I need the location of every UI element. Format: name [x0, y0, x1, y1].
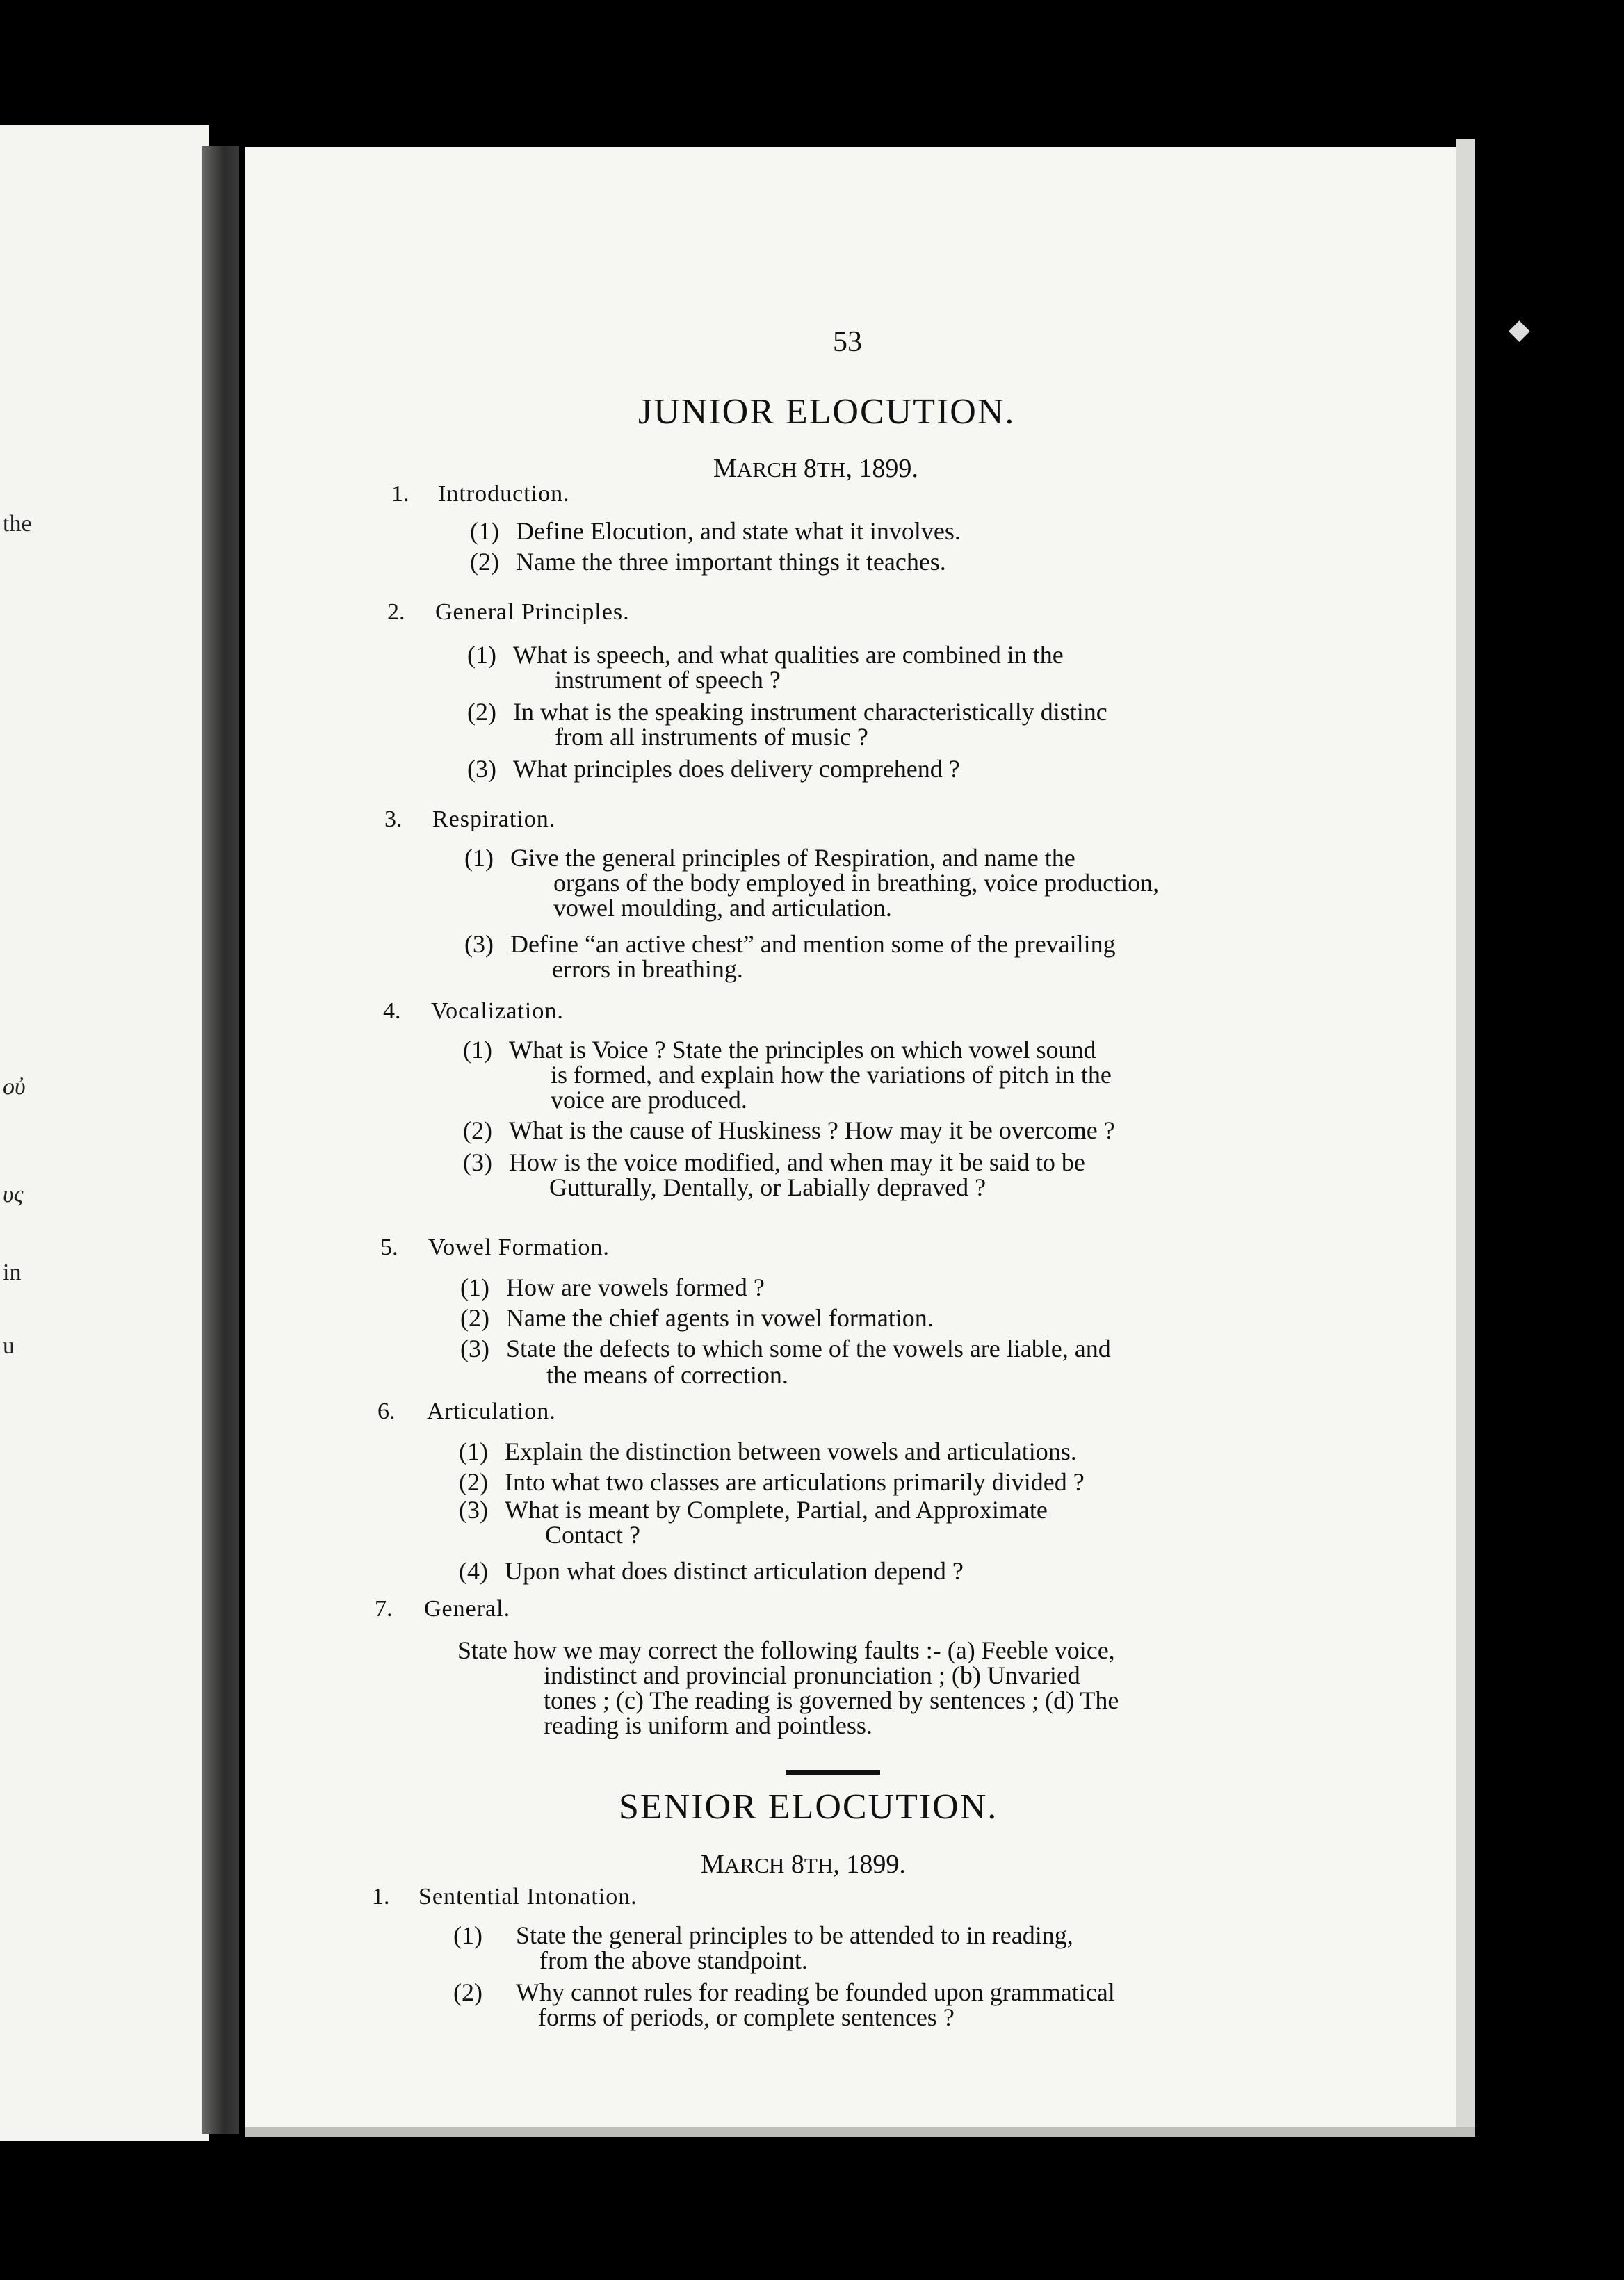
question-continuation: errors in breathing.	[552, 955, 743, 983]
section-heading: General Principles.	[435, 599, 630, 625]
question-item: (1) What is speech, and what qualities are combined in the	[467, 641, 1064, 669]
question-item: (2) In what is the speaking instrument characteristically distinc	[467, 698, 1107, 726]
section-heading: Vowel Formation.	[428, 1235, 610, 1260]
page-number: 53	[833, 326, 862, 358]
question-item: (1) State the general principles to be attended to in reading,	[453, 1921, 1073, 1949]
senior-date: MARCH 8TH, 1899.	[701, 1850, 906, 1879]
page-edge	[1456, 139, 1475, 2127]
question-item: (3) State the defects to which some of the vowels are liable, and	[460, 1335, 1111, 1362]
question-continuation: Contact ?	[545, 1521, 640, 1549]
junior-date: MARCH 8TH, 1899.	[713, 454, 918, 483]
left-page-word: υς	[3, 1182, 24, 1207]
question-continuation: is formed, and explain how the variations of pitch in the	[551, 1061, 1112, 1089]
question-item: (4) Upon what does distinct articulation depend ?	[459, 1557, 964, 1585]
section-heading: Articulation.	[427, 1399, 556, 1424]
section-number: 4.	[383, 998, 401, 1024]
section-heading: Respiration.	[432, 806, 556, 832]
left-page-word: the	[3, 511, 32, 537]
question-item: (2) What is the cause of Huskiness ? How may it be overcome ?	[463, 1116, 1115, 1144]
paragraph-line: State how we may correct the following faults :- (a) Feeble voice,	[457, 1636, 1115, 1664]
section-heading: Introduction.	[438, 481, 570, 507]
question-continuation: forms of periods, or complete sentences ?	[538, 2003, 955, 2031]
question-continuation: Gutturally, Dentally, or Labially depraved ?	[549, 1173, 986, 1201]
question-continuation: from all instruments of music ?	[555, 723, 868, 751]
page-bottom-edge	[245, 2127, 1475, 2137]
section-number: 1.	[391, 481, 409, 507]
section-heading: Vocalization.	[431, 998, 564, 1024]
question-item: (1) Define Elocution, and state what it involves.	[470, 517, 961, 545]
question-item: (3) Define “an active chest” and mention some of the prevailing	[464, 930, 1116, 958]
question-item: (3) What principles does delivery comprehend ?	[467, 755, 960, 783]
question-continuation: from the above standpoint.	[539, 1946, 808, 1974]
book-gutter	[202, 146, 239, 2134]
question-item: (2) Name the three important things it teaches.	[470, 548, 946, 576]
left-page-word: u	[3, 1333, 15, 1359]
question-item: (2) Why cannot rules for reading be founded upon grammatical	[453, 1978, 1115, 2006]
section-number: 1.	[372, 1884, 390, 1909]
section-number: 7.	[375, 1596, 393, 1622]
left-page-word: in	[3, 1260, 22, 1285]
question-item: (1) Give the general principles of Respiration, and name the	[464, 844, 1075, 872]
junior-title: JUNIOR ELOCUTION.	[638, 392, 1016, 432]
question-item: (1) What is Voice ? State the principles on which vowel sound	[463, 1036, 1096, 1064]
section-number: 5.	[380, 1235, 398, 1260]
question-continuation: voice are produced.	[551, 1086, 747, 1114]
question-item: (2) Into what two classes are articulations primarily divided ?	[459, 1468, 1085, 1496]
paragraph-line: tones ; (c) The reading is governed by sentences ; (d) The	[544, 1686, 1119, 1714]
question-item: (2) Name the chief agents in vowel formation.	[460, 1304, 934, 1332]
question-item: (1) Explain the distinction between vowels and articulations.	[459, 1438, 1077, 1465]
question-item: (1) How are vowels formed ?	[460, 1273, 765, 1301]
scan-mark: ◆	[1509, 314, 1530, 345]
section-number: 3.	[384, 806, 403, 832]
question-item: (3) How is the voice modified, and when may it be said to be	[463, 1148, 1085, 1176]
section-number: 2.	[387, 599, 405, 625]
section-heading: General.	[424, 1596, 511, 1622]
question-continuation: the means of correction.	[546, 1361, 788, 1389]
section-heading: Sentential Intonation.	[419, 1884, 638, 1909]
question-continuation: vowel moulding, and articulation.	[553, 894, 892, 922]
question-continuation: organs of the body employed in breathing, voice production,	[553, 869, 1160, 897]
section-number: 6.	[377, 1399, 396, 1424]
left-page-word: οὐ	[3, 1074, 26, 1100]
section-divider-rule	[786, 1770, 880, 1775]
left-facing-page	[0, 125, 209, 2141]
senior-title: SENIOR ELOCUTION.	[619, 1787, 998, 1827]
paragraph-line: reading is uniform and pointless.	[544, 1711, 872, 1739]
question-item: (3) What is meant by Complete, Partial, and Approximate	[459, 1496, 1048, 1524]
question-continuation: instrument of speech ?	[555, 666, 781, 694]
paragraph-line: indistinct and provincial pronunciation ; (b) Unvaried	[544, 1661, 1080, 1689]
